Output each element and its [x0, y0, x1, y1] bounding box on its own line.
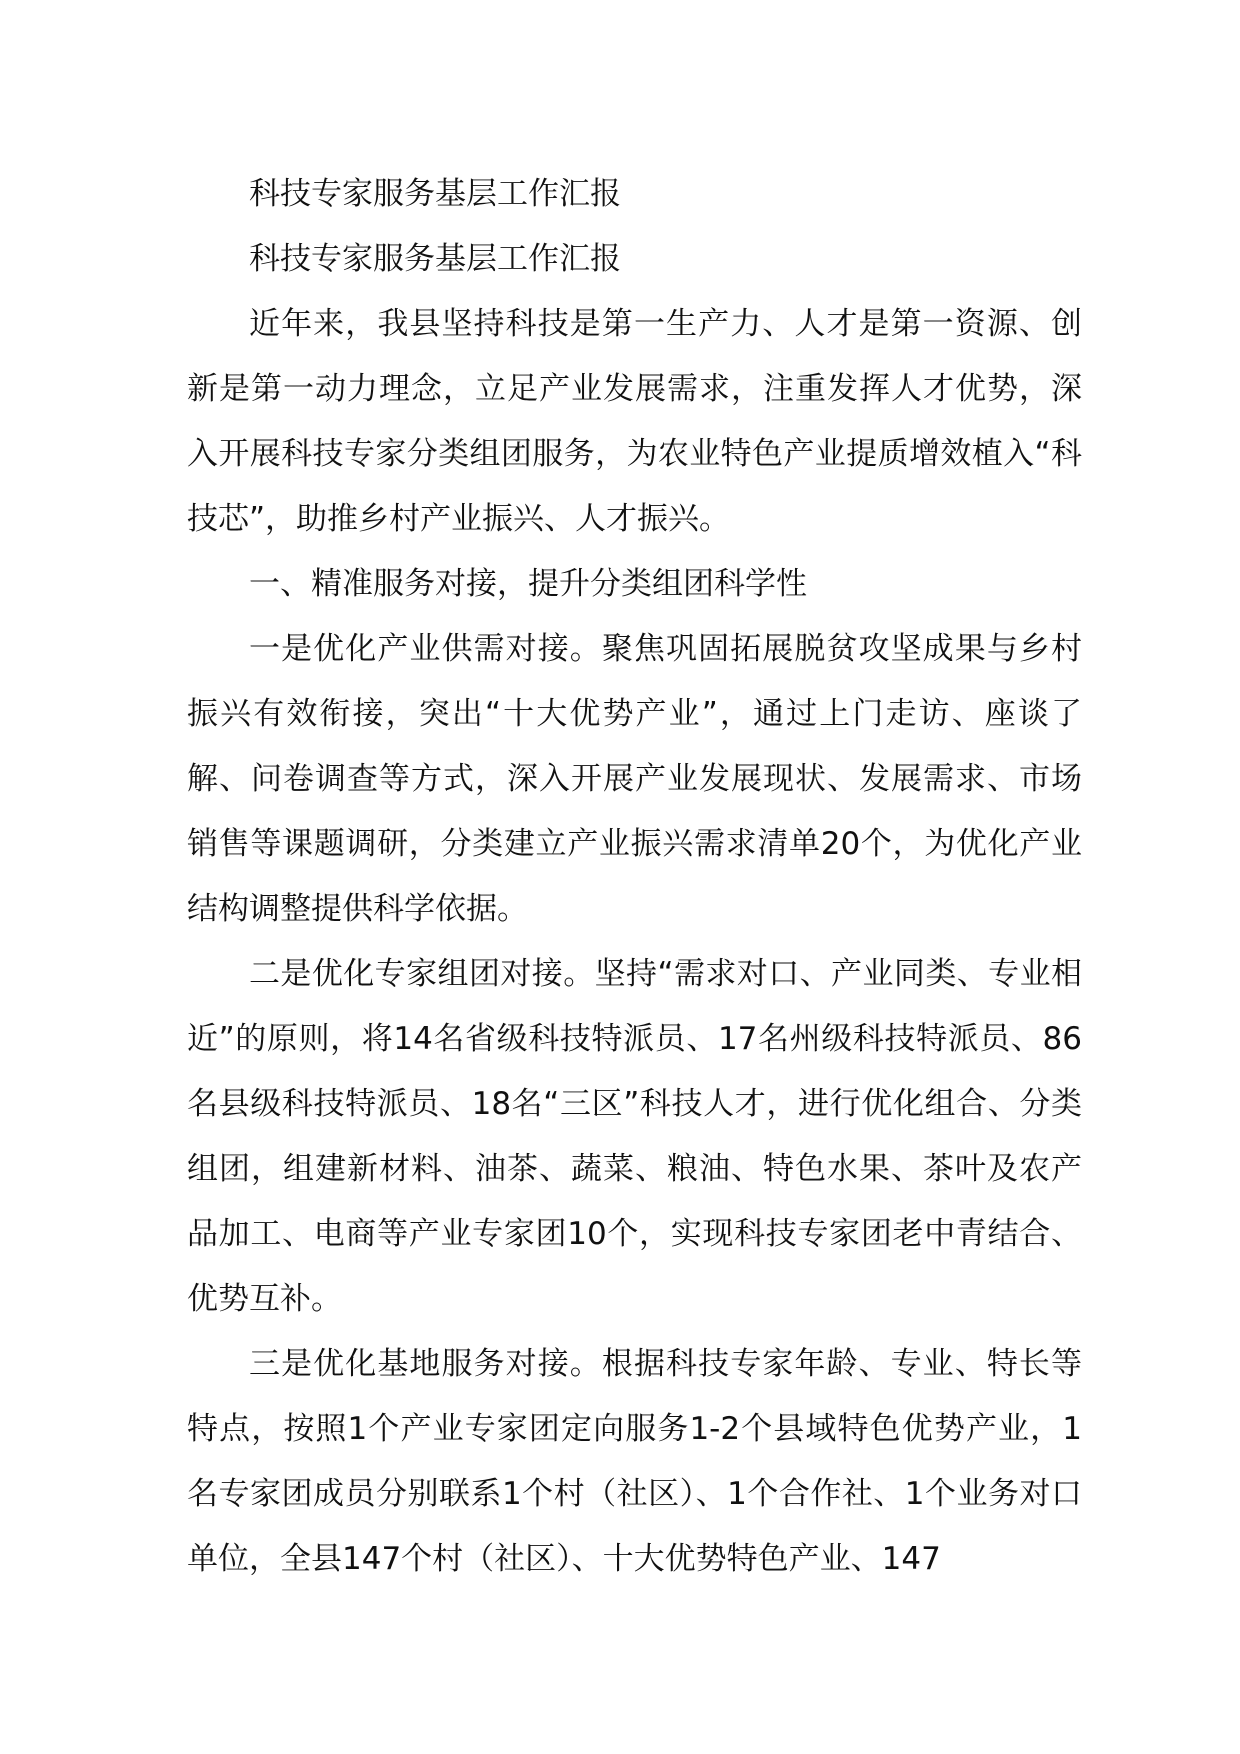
document-title: 科技专家服务基层工作汇报	[249, 176, 621, 212]
paragraph-point-3: 三是优化基地服务对接。根据科技专家年龄、专业、特长等特点，按照1个产业专家团定向服务1-2个县域特色优势产业，1名专家团成员分别联系1个村（社区）、1个合作社、1个业务对口单位，全县147个村（社区）、十大优势特色产业、147	[187, 1346, 1082, 1577]
paragraph-intro: 近年来，我县坚持科技是第一生产力、人才是第一资源、创新是第一动力理念，立足产业发展需求，注重发挥人才优势，深入开展科技专家分类组团服务，为农业特色产业提质增效植入“科技芯”，助推乡村产业振兴、人才振兴。	[187, 306, 1082, 537]
paragraph-point-1: 一是优化产业供需对接。聚焦巩固拓展脱贫攻坚成果与乡村振兴有效衔接，突出“十大优势产业”，通过上门走访、座谈了解、问卷调查等方式，深入开展产业发展现状、发展需求、市场销售等课题调研，分类建立产业振兴需求清单20个，为优化产业结构调整提供科学依据。	[187, 631, 1082, 927]
document-body	[187, 162, 1082, 1592]
document-subtitle: 科技专家服务基层工作汇报	[249, 241, 621, 277]
paragraph-point-2: 二是优化专家组团对接。坚持“需求对口、产业同类、专业相近”的原则，将14名省级科技特派员、17名州级科技特派员、86名县级科技特派员、18名“三区”科技人才，进行优化组合、分类组团，组建新材料、油茶、蔬菜、粮油、特色水果、茶叶及农产品加工、电商等产业专家团10个，实现科技专家团老中青结合、优势互补。	[187, 956, 1082, 1317]
section-heading-1: 一、精准服务对接，提升分类组团科学性	[249, 566, 807, 602]
